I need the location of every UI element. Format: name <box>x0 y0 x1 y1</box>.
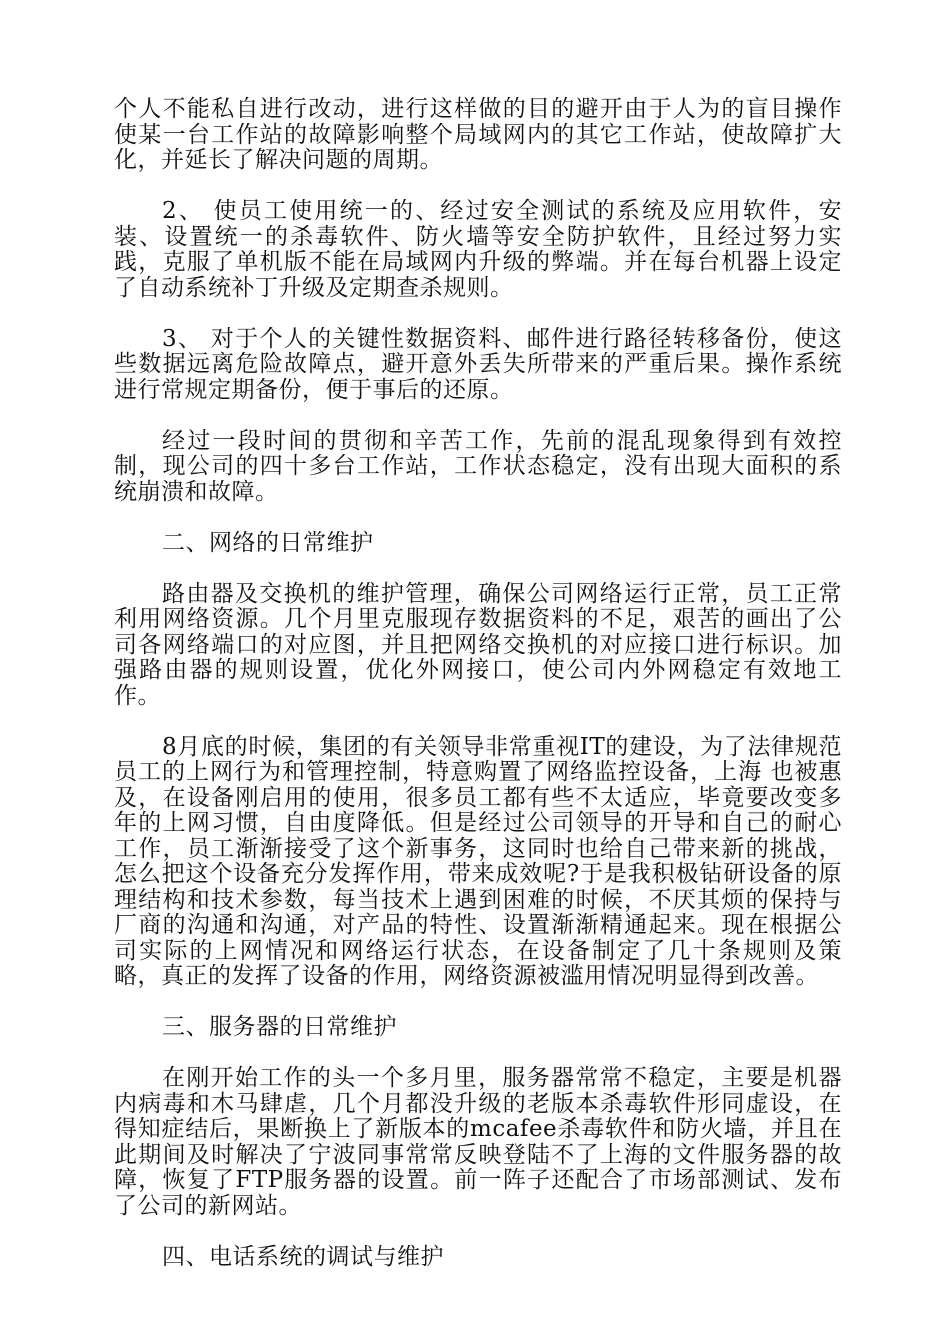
paragraph-router: 路由器及交换机的维护管理，确保公司网络运行正常，员工正常利用网络资源。几个月里克服现存数据资料的不足，艰苦的画出了公司各网络端口的对应图，并且把网络交换机的对应接口进行标识。加强路由器的规则设置，优化外网接口，使公司内外网稳定有效地工作。 <box>114 580 842 709</box>
paragraph-continuation: 个人不能私自进行改动，进行这样做的目的避开由于人为的盲目操作使某一台工作站的故障影响整个局域网内的其它工作站，使故障扩大化，并延长了解决问题的周期。 <box>114 96 842 173</box>
document-body <box>114 97 842 1296</box>
paragraph-august: 8月底的时候，集团的有关领导非常重视IT的建设，为了法律规范员工的上网行为和管理控制，特意购置了网络监控设备，上海 也被惠及，在设备刚启用的使用，很多员工都有些不太适应，毕竟要改变多年的上网习惯，自由度降低。但是经过公司领导的开导和自己的耐心工作，员工渐渐接受了这个新事务，这同时也给自己带来新的挑战，怎么把这个设备充分发挥作用，带来成效呢?于是我积极钻研设备的原理结构和技术参数，每当技术上遇到困难的时候，不厌其烦的保持与厂商的沟通和沟通，对产品的特性、设置渐渐精通起来。现在根据公司实际的上网情况和网络运行状态，在设备制定了几十条规则及策略，真正的发挥了设备的作用，网络资源被滥用情况明显得到改善。 <box>114 733 842 989</box>
paragraph-server: 在刚开始工作的头一个多月里，服务器常常不稳定，主要是机器内病毒和木马肆虐，几个月都没升级的老版本杀毒软件形同虚设，在得知症结后，果断换上了新版本的mcafee杀毒软件和防火墙，并且在此期间及时解决了宁波同事常常反映登陆不了上海的文件服务器的故障，恢复了FTP服务器的设置。前一阵子还配合了市场部测试、发布了公司的新网站。 <box>114 1065 842 1219</box>
paragraph-item-3: 3、 对于个人的关键性数据资料、邮件进行路径转移备份，使这些数据远离危险故障点，避开意外丢失所带来的严重后果。操作系统进行常规定期备份，便于事后的还原。 <box>114 325 842 403</box>
section-heading-network: 二、网络的日常维护 <box>162 529 374 556</box>
paragraph-item-2: 2、 使员工使用统一的、经过安全测试的系统及应用软件，安装、设置统一的杀毒软件、防火墙等安全防护软件，且经过努力实践，克服了单机版不能在局域网内升级的弊端。并在每台机器上设定了自动系统补丁升级及定期查杀规则。 <box>114 198 842 301</box>
section-heading-server: 三、服务器的日常维护 <box>162 1014 397 1040</box>
section-heading-phone: 四、电话系统的调试与维护 <box>162 1243 444 1270</box>
paragraph-result: 经过一段时间的贯彻和辛苦工作，先前的混乱现象得到有效控制，现公司的四十多台工作站，工作状态稳定，没有出现大面积的系统崩溃和故障。 <box>114 427 842 505</box>
